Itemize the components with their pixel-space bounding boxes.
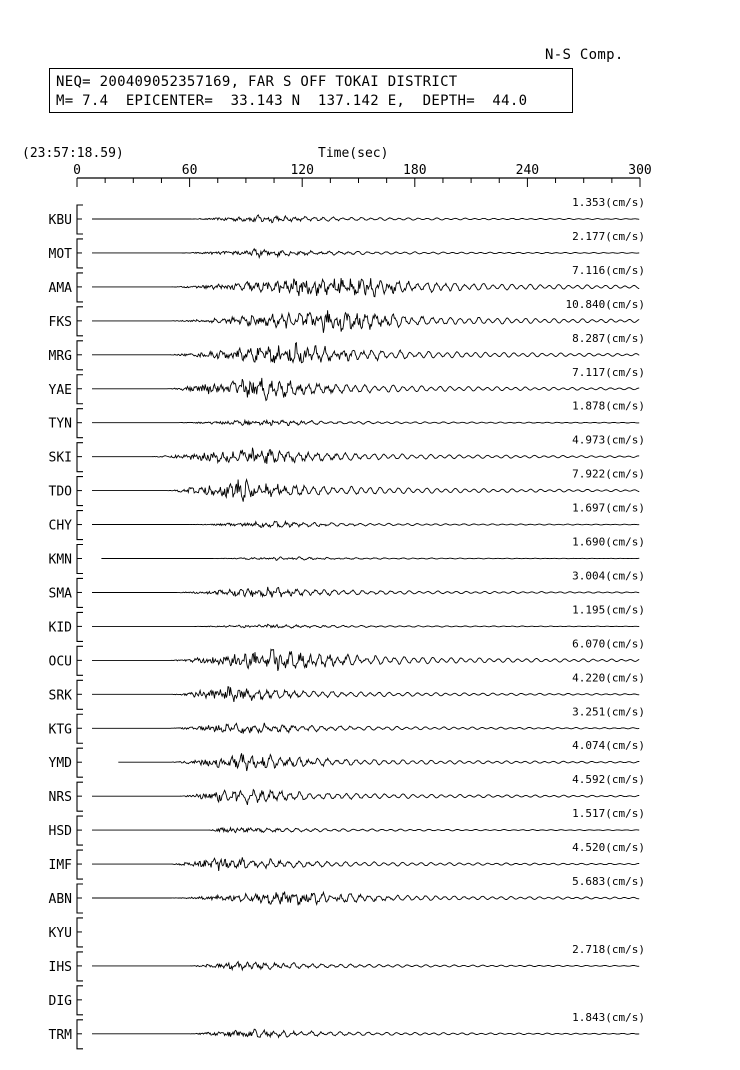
station-label: SRK [48,688,72,704]
station-label: FKS [48,314,72,330]
station-label: NRS [48,790,72,806]
station-label: ABN [48,892,72,907]
station-label: YAE [48,382,72,398]
waveform-trace [92,420,639,425]
station-label: YMD [48,756,72,772]
waveform-trace [101,557,639,561]
amplitude-label: 3.004(cm/s) [572,569,645,583]
event-params-line: M= 7.4 EPICENTER= 33.143 N 137.142 E, DEPTH= 44.0 [56,93,528,109]
time-tick-label: 240 [515,163,540,178]
amplitude-label: 3.251(cm/s) [572,705,645,719]
waveform-trace [92,828,639,833]
waveform-trace [92,624,639,628]
time-tick-label: 300 [628,163,652,178]
time-tick-label: 180 [403,163,427,178]
amplitude-label: 1.843(cm/s) [572,1010,645,1024]
station-label: SKI [48,450,72,466]
amplitude-label: 1.690(cm/s) [572,535,645,549]
waveform-trace [92,278,639,297]
station-label: HSD [48,824,72,840]
station-label: DIG [48,993,72,1009]
amplitude-label: 2.177(cm/s) [572,229,645,243]
station-label: TRM [48,1027,72,1043]
waveform-trace [92,378,639,401]
time-tick-label: 0 [73,163,81,178]
station-label: KBU [48,213,72,228]
amplitude-label: 1.517(cm/s) [572,807,645,821]
amplitude-label: 1.878(cm/s) [572,399,645,413]
origin-time: (23:57:18.59) [22,146,124,161]
waveform-trace [92,448,639,464]
waveform-trace [92,790,639,805]
amplitude-label: 6.070(cm/s) [572,637,645,651]
waveform-trace [92,521,639,527]
trace-bracket [77,239,83,268]
amplitude-label: 2.718(cm/s) [572,942,645,956]
amplitude-label: 4.520(cm/s) [572,841,645,855]
waveform-trace [92,587,639,598]
amplitude-label: 4.074(cm/s) [572,739,645,753]
component-label: N-S Comp. [545,47,624,63]
waveform-trace [92,687,639,702]
amplitude-label: 5.683(cm/s) [572,875,645,888]
station-label: KYU [48,925,72,941]
station-label: OCU [48,654,72,670]
waveform-trace [92,249,639,258]
amplitude-label: 10.840(cm/s) [565,297,645,311]
time-tick-label: 120 [290,163,314,178]
amplitude-label: 1.697(cm/s) [572,501,645,515]
waveform-trace [118,753,639,771]
station-label: CHY [48,518,72,534]
waveform-trace [92,649,639,671]
waveform-trace [92,343,639,363]
amplitude-label: 1.195(cm/s) [572,603,645,617]
station-label: MOT [48,246,72,262]
waveform-trace [92,962,639,970]
x-axis-label: Time(sec) [318,146,389,161]
time-tick-label: 60 [181,163,198,178]
event-line: NEQ= 200409052357169, FAR S OFF TOKAI DISTRICT [56,74,458,90]
waveform-trace [92,857,639,871]
amplitude-label: 7.922(cm/s) [572,467,645,481]
waveform-trace [92,723,639,734]
waveform-trace [92,310,639,333]
waveform-trace [92,1029,639,1037]
amplitude-label: 4.220(cm/s) [572,671,645,685]
station-label: TDO [48,484,72,500]
station-label: AMA [48,280,72,296]
waveform-trace [92,480,639,502]
station-label: SMA [48,586,72,602]
amplitude-label: 7.116(cm/s) [572,263,645,277]
amplitude-label: 4.973(cm/s) [572,433,645,447]
station-label: KID [48,620,72,636]
station-label: MRG [48,348,72,364]
station-label: KTG [48,722,72,738]
amplitude-label: 7.117(cm/s) [572,365,645,379]
station-label: TYN [48,416,72,432]
station-label: IMF [48,858,72,874]
waveform-trace [92,215,639,223]
amplitude-label: 4.592(cm/s) [572,773,645,787]
amplitude-label: 8.287(cm/s) [572,331,645,345]
station-label: KMN [48,552,72,568]
amplitude-label: 1.353(cm/s) [572,196,645,209]
waveform-trace [92,892,639,906]
station-label: IHS [48,959,72,975]
